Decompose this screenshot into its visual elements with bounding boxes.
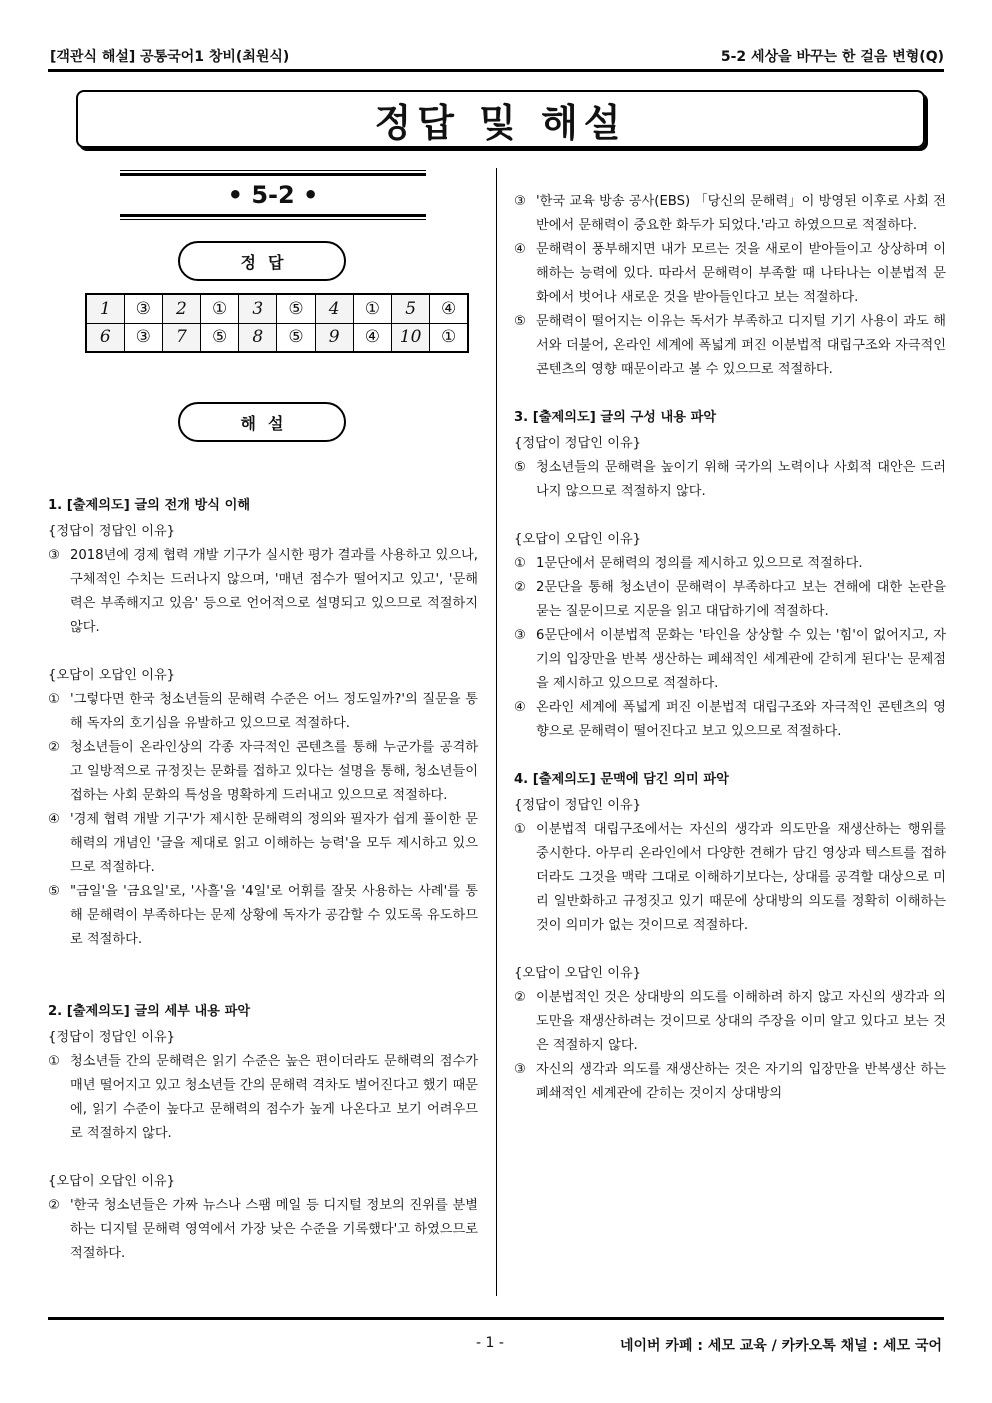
item-number: ④	[514, 242, 526, 257]
question-1-heading: 1. [출제의도] 글의 전개 방식 이해	[48, 498, 251, 513]
item-number: ②	[48, 740, 60, 755]
item-text: 청소년들 간의 문해력은 읽기 수준은 높은 편이더라도 문해력의 점수가 매년 떨어지고 있고 청소년들 간의 문해력 격차도 벌어진다고 했기 때문에, 읽기 수준이 높다고 문해력의 점수가 높게 나온다고 보기 어려우므로 적절하지 않다.	[70, 1054, 478, 1141]
item-text: 문해력이 떨어지는 이유는 독서가 부족하고 디지털 기기 사용이 과도 해서와 더불어, 온라인 세계에 폭넓게 퍼진 이분법적 대립구조와 자극적인 콘텐츠의 영향 때문이라고 볼 수 있으므로 적절하다.	[536, 314, 946, 377]
item-text: '한국 청소년들은 가짜 뉴스나 스팸 메일 등 디지털 정보의 진위를 분별하는 디지털 문해력 영역에서 가장 낮은 수준을 기록했다'고 하였으므로 적절하다.	[70, 1198, 478, 1261]
list-item	[514, 1058, 946, 1106]
correct-reason-label: {정답이 정답인 이유}	[514, 798, 642, 813]
item-text: '한국 교육 방송 공사(EBS) 「당신의 문해력」이 방영된 이후로 사회 전반에서 문해력이 중요한 화두가 되었다.'라고 하였으므로 적절하다.	[536, 194, 946, 233]
answer-table	[85, 293, 469, 353]
answer-value: ③	[124, 294, 162, 323]
answer-number: 5	[392, 294, 430, 323]
answer-value: ③	[124, 323, 162, 352]
answer-number: 3	[239, 294, 277, 323]
answer-value: ⑤	[277, 294, 315, 323]
item-number: ②	[514, 990, 526, 1005]
answer-row	[86, 294, 468, 323]
list-item	[514, 696, 946, 744]
question-3-heading: 3. [출제의도] 글의 구성 내용 파악	[514, 410, 717, 425]
item-number: ②	[48, 1198, 60, 1213]
page-number: - 1 -	[476, 1335, 504, 1351]
wrong-reason-label: {오답이 오답인 이유}	[514, 966, 642, 981]
question-4-heading: 4. [출제의도] 문맥에 담긴 의미 파악	[514, 772, 729, 787]
list-item	[48, 1050, 478, 1146]
answer-value: ④	[353, 323, 391, 352]
correct-reason-label: {정답이 정답인 이유}	[514, 436, 642, 451]
list-item	[514, 818, 946, 938]
list-item	[514, 238, 946, 310]
item-text: 6문단에서 이분법적 문화는 '타인을 상상할 수 있는 '힘'이 없어지고, 자기의 입장만을 반복 생산하는 폐쇄적인 세계관에 갇히게 된다'는 문제점을 제시하고 있으므로 적절하다.	[536, 628, 946, 691]
left-column	[48, 494, 478, 1266]
page-title: 정답 및 해설	[76, 90, 925, 148]
item-number: ①	[48, 692, 60, 707]
list-item	[514, 456, 946, 504]
correct-reason-label: {정답이 정답인 이유}	[48, 1030, 176, 1045]
item-text: 이분법적인 것은 상대방의 의도를 이해하려 하지 않고 자신의 생각과 의도만을 재생산하려는 것이므로 상대의 주장을 이미 알고 있다고 보는 것은 적절하지 않다.	[536, 990, 946, 1053]
item-number: ④	[48, 812, 60, 827]
question-2-heading: 2. [출제의도] 글의 세부 내용 파악	[48, 1004, 251, 1019]
item-number: ①	[514, 822, 526, 837]
item-number: ①	[48, 1054, 60, 1069]
answer-value: ⑤	[277, 323, 315, 352]
list-item	[48, 688, 478, 736]
answer-value: ①	[201, 294, 239, 323]
list-item	[514, 986, 946, 1058]
header-left: [객관식 해설] 공통국어1 창비(최원식)	[50, 49, 290, 65]
answer-row	[86, 323, 468, 352]
list-item	[48, 736, 478, 808]
answer-number: 4	[315, 294, 353, 323]
list-item	[514, 190, 946, 238]
answer-value: ①	[353, 294, 391, 323]
item-text: 2018년에 경제 협력 개발 기구가 실시한 평가 결과를 사용하고 있으나, 구체적인 수치는 드러나지 않으며, '매년 점수가 떨어지고 있고', '문해력은 부족해지고 있음' 등으로 언어적으로 설명되고 있으므로 적절하지 않다.	[70, 548, 478, 635]
answer-number: 6	[86, 323, 124, 352]
item-text: '그렇다면 한국 청소년들의 문해력 수준은 어느 정도일까?'의 질문을 통해 독자의 호기심을 유발하고 있으므로 적절하다.	[70, 692, 478, 731]
item-number: ⑤	[48, 884, 60, 899]
section-heading	[120, 170, 426, 220]
item-text: "금일'을 '금요일'로, '사흘'을 '4일'로 어휘를 잘못 사용하는 사례'를 통해 문해력이 부족하다는 문제 상황에 독자가 공감할 수 있도록 유도하므로 적절하다.	[70, 884, 478, 947]
answer-value: ⑤	[201, 323, 239, 352]
item-number: ③	[514, 194, 526, 209]
wrong-reason-label: {오답이 오답인 이유}	[48, 668, 176, 683]
answer-number: 8	[239, 323, 277, 352]
item-text: 2문단을 통해 청소년이 문해력이 부족하다고 보는 견해에 대한 논란을 묻는 질문이므로 지문을 읽고 대답하기에 적절하다.	[536, 580, 946, 619]
answer-number: 1	[86, 294, 124, 323]
answer-number: 7	[162, 323, 200, 352]
answer-value: ①	[430, 323, 468, 352]
list-item	[48, 880, 478, 952]
bottom-rule	[48, 1317, 944, 1320]
correct-reason-label: {정답이 정답인 이유}	[48, 524, 176, 539]
wrong-reason-label: {오답이 오답인 이유}	[514, 532, 642, 547]
explanation-label: 해설	[178, 402, 346, 442]
list-item	[514, 576, 946, 624]
footer-credit: 네이버 카페 : 세모 교육 / 카카오톡 채널 : 세모 국어	[619, 1338, 942, 1354]
right-column	[514, 190, 946, 1106]
wrong-reason-label: {오답이 오답인 이유}	[48, 1174, 176, 1189]
list-item	[514, 552, 946, 576]
list-item	[514, 310, 946, 382]
column-divider	[496, 168, 497, 1296]
item-number: ①	[514, 556, 526, 571]
top-rule	[48, 69, 944, 72]
item-number: ③	[514, 1062, 526, 1077]
item-number: ②	[514, 580, 526, 595]
item-number: ⑤	[514, 314, 526, 329]
item-text: 이분법적 대립구조에서는 자신의 생각과 의도만을 재생산하는 행위를 중시한다. 아무리 온라인에서 다양한 견해가 담긴 영상과 텍스트를 접하더라도 그것을 맥락 그대로 이해하기보다는, 상대를 공격할 대상으로 미리 일반화하고 규정짓고 있기 때문에 상대방의 의도를 정확히 이해하는 것이 의미가 없는 것이므로 적절하다.	[536, 822, 946, 933]
item-text: 1문단에서 문해력의 정의를 제시하고 있으므로 적절하다.	[536, 556, 863, 571]
item-text: 온라인 세계에 폭넓게 퍼진 이분법적 대립구조와 자극적인 콘텐츠의 영향으로 문해력이 떨어진다고 보고 있으므로 적절하다.	[536, 700, 946, 739]
answer-number: 2	[162, 294, 200, 323]
item-number: ④	[514, 700, 526, 715]
item-text: '경제 협력 개발 기구'가 제시한 문해력의 정의와 필자가 쉽게 풀이한 문해력의 개념인 '글을 제대로 읽고 이해하는 능력'을 모두 제시하고 있으므로 적절하다.	[70, 812, 478, 875]
item-text: 문해력이 풍부해지면 내가 모르는 것을 새로이 받아들이고 상상하며 이해하는 능력에 있다. 따라서 문해력이 부족할 때 나타나는 이분법적 문화에서 벗어나 새로운 것을 받아들인다고 보는 적절하다.	[536, 242, 946, 305]
item-number: ③	[48, 548, 60, 563]
list-item	[514, 624, 946, 696]
answer-number: 10	[392, 323, 430, 352]
item-text: 자신의 생각과 의도를 재생산하는 것은 자기의 입장만을 반복생산 하는 폐쇄적인 세계관에 갇히는 것이지 상대방의	[536, 1062, 946, 1101]
list-item	[48, 544, 478, 640]
header-right: 5-2 세상을 바꾸는 한 걸음 변형(Q)	[720, 49, 944, 65]
list-item	[48, 1194, 478, 1266]
item-text: 청소년들이 온라인상의 각종 자극적인 콘텐츠를 통해 누군가를 공격하고 일방적으로 규정짓는 문화를 접하고 있다는 설명을 통해, 청소년들이 접하는 사회 문화의 특성을 명확하게 드러내고 있으므로 적절하다.	[70, 740, 478, 803]
answer-value: ④	[430, 294, 468, 323]
answer-number: 9	[315, 323, 353, 352]
answer-label: 정답	[178, 241, 346, 281]
section-title: • 5-2 •	[227, 181, 319, 209]
item-number: ③	[514, 628, 526, 643]
list-item	[48, 808, 478, 880]
item-text: 청소년들의 문해력을 높이기 위해 국가의 노력이나 사회적 대안은 드러나지 않으므로 적절하지 않다.	[536, 460, 946, 499]
item-number: ⑤	[514, 460, 526, 475]
